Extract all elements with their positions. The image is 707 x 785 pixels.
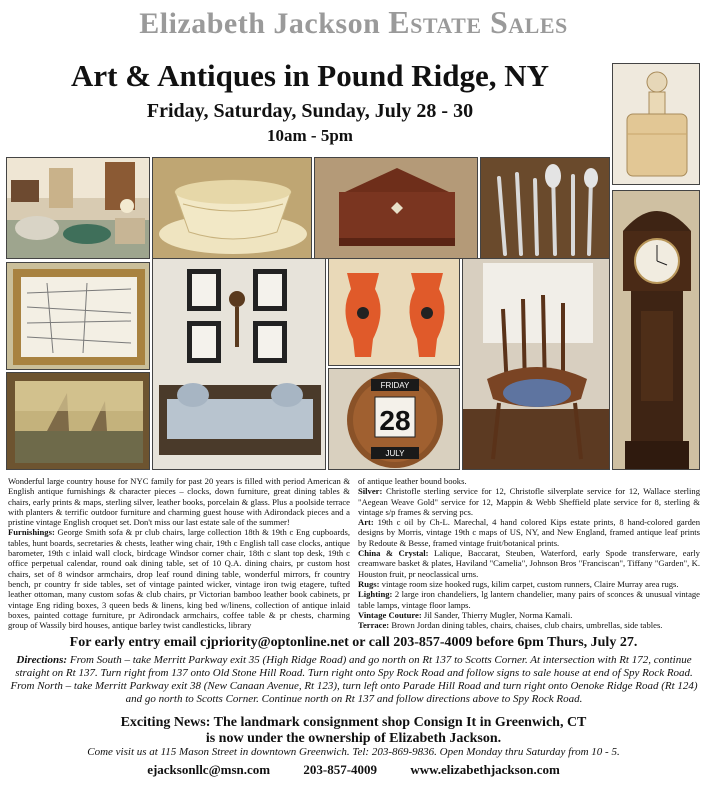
silver-label: Silver: <box>358 486 383 497</box>
headline: Art & Antiques in Pound Ridge, NY <box>71 58 549 93</box>
silver-flatware-photo <box>480 157 610 259</box>
early-entry-note: For early entry email cjpriority@optonline.net or call 203-857-4009 before 6pm Thurs, July 27. <box>69 635 638 650</box>
orange-urns-photo <box>328 258 460 366</box>
art-text: 19th c oil by Ch-L. Marechal, 4 hand colored Kips estate prints, 8 hand-colored garden designs by Morris, vintage 19th c maps of US, NY, and New England, framed antique leaf prints by Redoute & Besse, framed vintage fruit/botanical prints. <box>358 517 700 548</box>
sale-hours: 10am - 5pm <box>267 126 353 145</box>
rugs-paragraph <box>358 579 700 589</box>
sale-dates: Friday, Saturday, Sunday, July 28 - 30 <box>146 100 474 122</box>
contact-line <box>0 762 707 778</box>
art-label: Art: <box>358 517 374 528</box>
left-column <box>8 476 350 630</box>
contact-website-link[interactable]: www.elizabethjackson.com <box>410 762 560 777</box>
calendar-day-text: FRIDAY <box>380 381 410 390</box>
lighting-label: Lighting: <box>358 589 393 600</box>
rugs-label: Rugs: <box>358 578 380 589</box>
perpetual-calendar-photo <box>328 368 460 470</box>
terrace-text: Brown Jordan dining tables, chairs, chaises, club chairs, umbrellas, side tables. <box>391 620 663 631</box>
couture-paragraph <box>358 610 700 620</box>
directions-text: From South – take Merritt Parkway exit 35 (High Ridge Road) and go north on Rt 137 to Scotts Corner. At intersection with Rt 172, continue straight on Rt 137. Turn right from 137 onto Old Stone Hill Road. Turn right onto Spy Rock Road and follow signs to sale house at end of Spy Rock Road. From North – take Merritt Parkway exit 38 (New Canaan Avenue, Rt 123), turn left onto Parade Hill Road and turn right onto Oenoke Ridge Road (Rt 124) and go north to Scotts Corner. Continue north on Rt 137 and follow directions above to Spy Rock Road. <box>10 654 698 705</box>
art-paragraph <box>358 517 700 548</box>
directions <box>8 654 700 706</box>
news-line-1: Exciting News: The landmark consignment shop Consign It in Greenwich, CT <box>120 715 587 730</box>
silver-paragraph <box>358 486 700 517</box>
china-paragraph <box>358 548 700 579</box>
terrace-paragraph <box>358 620 700 630</box>
furnishings-paragraph <box>8 527 350 630</box>
visit-info: Come visit us at 115 Mason Street in downtown Greenwich. Tel: 203-869-9836. Open Monday thru Saturday from 10 - 5. <box>87 746 620 758</box>
calendar-date-text: 28 <box>379 405 411 436</box>
directions-label: Directions: <box>16 654 68 666</box>
right-lead-text: of antique leather bound books. <box>358 476 467 486</box>
news-announcement <box>0 715 707 747</box>
living-room-photo <box>6 157 150 259</box>
leaf-dish-photo <box>152 157 312 259</box>
lighting-paragraph <box>358 589 700 610</box>
right-column <box>358 476 700 630</box>
china-text: Lalique, Baccarat, Steuben, Waterford, early Spode transferware, early creamware basket & plates, Haviland "Camelia", Johnson Bros "Franciscan", Tiffany "Garden", K. Houston fruit, pr neoclassical urns. <box>358 548 700 579</box>
crystal-decanter-photo <box>612 63 700 185</box>
terrace-label: Terrace: <box>358 620 390 631</box>
ship-painting-photo <box>6 372 150 470</box>
framed-map-photo <box>6 262 150 370</box>
news-line-2: is now under the ownership of Elizabeth Jackson. <box>205 731 502 746</box>
tall-case-clock-photo <box>612 190 700 470</box>
couture-text: Jil Sander, Thierry Mugler, Norma Kamali. <box>423 609 573 620</box>
windsor-chair-photo <box>462 258 610 470</box>
intro-text: Wonderful large country house for NYC family for past 20 years is filled with period American & English antique furnishings & character pieces – clocks, down furniture, great dining tables & chairs, early prints & maps, sterling silver, leather books, porcelain & glass. Plus a poolside terrace with planters & terrific outdoor furniture and charming guest house with Adirondack pieces and a pristine vintage English croquet set. Don't miss our last estate sale of the summer! <box>8 476 350 528</box>
brand-title <box>0 4 707 41</box>
china-label: China & Crystal: <box>358 548 429 559</box>
contact-email-link[interactable]: ejacksonllc@msn.com <box>147 762 271 777</box>
furnishings-label: Furnishings: <box>8 527 55 538</box>
rugs-text: vintage room size hooked rugs, kilim carpet, custom runners, Claire Murray area rugs. <box>381 578 679 589</box>
couture-label: Vintage Couture: <box>358 609 422 620</box>
framed-prints-room-photo <box>152 258 326 470</box>
contact-phone: 203-857-4009 <box>303 762 378 777</box>
silver-text: Christofle sterling service for 12, Christofle silverplate service for 12, Wallace sterling "Aegean Weave Gold" service for 12, Mappin & Webb Sheffield plate service for 8, sterling & vintage s/p frames & serving pcs. <box>358 486 700 517</box>
tea-caddy-photo <box>314 157 478 259</box>
calendar-month-text: JULY <box>385 449 405 458</box>
brand-name: Elizabeth Jackson <box>139 7 389 40</box>
furnishings-text: George Smith sofa & pr club chairs, large collection 18th & 19th c Eng cupboards, tables, hunt boards, secretaries & chests, leather wing chair, 19th c English tall case clocks, antique barometer, 19th c inlaid wall clock, birdcage Windsor corner chair, 18th c slant top desk, 19th c office perpetual calendar, round oak dining table, set of 10 Q.A. dining chairs, pr custom host chairs, set of 8 windsor armchairs, drop leaf round dining table, wonderful mirrors, fr country bench, pr country fr side tables, set of vintage painted wicker, vintage iron twig etagere, tufted leather ottoman, many custom sofas & club chairs, pr Victorian bamboo leather book cabinets, pr vintage Eng riding boxes, 3 queen beds & linens, king bed w/linens, collection of antique inlaid boxes, painted cottage furniture, pr Adirondack armchairs, coffee table & pr chests, charming group of Wassily bird houses, antique barley twist candlesticks, library <box>8 527 350 631</box>
lighting-text: 2 large iron chandeliers, lg lantern chandelier, many pairs of sconces & unusual vintage table lamps, vintage floor lamps. <box>358 589 700 610</box>
brand-subtitle: Estate Sales <box>388 4 568 40</box>
